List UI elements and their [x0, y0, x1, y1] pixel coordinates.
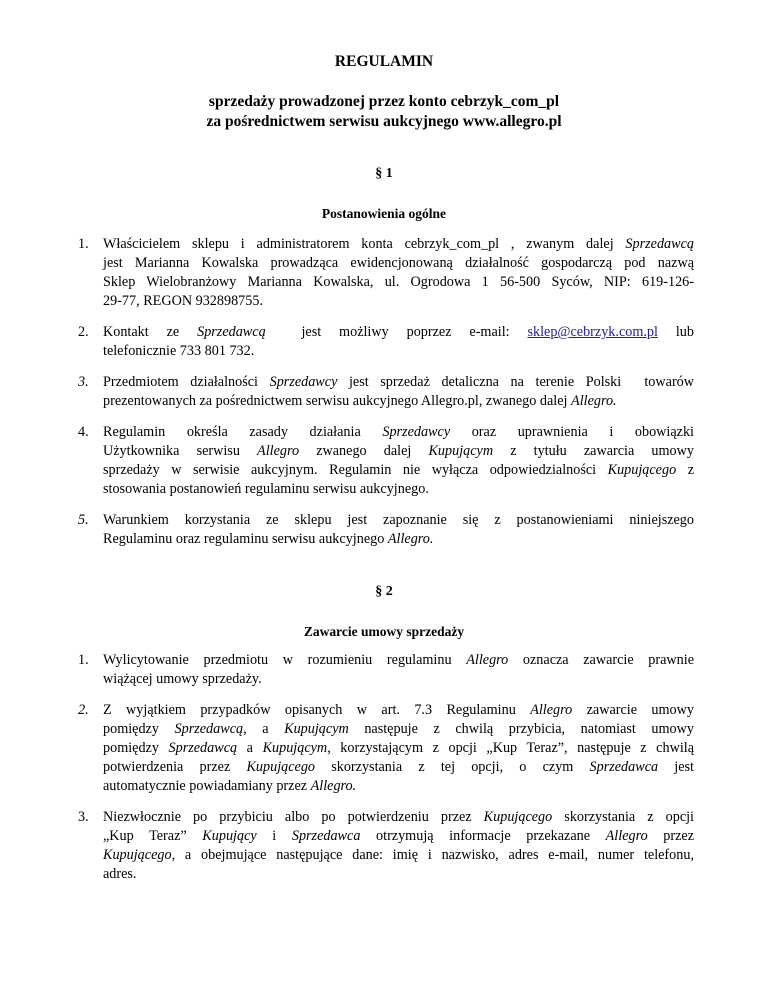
section-2-item-3 — [78, 808, 694, 884]
item-number: 2. — [78, 324, 89, 340]
section-1-mark: § 1 — [375, 166, 393, 181]
section-2-item-2 — [78, 701, 694, 796]
item-number: 2. — [78, 702, 89, 718]
section-1-item-1 — [78, 235, 694, 311]
section-1-item-4 — [78, 423, 694, 499]
section-1-item-2 — [78, 323, 694, 361]
item-number: 4. — [78, 424, 89, 440]
section-2-mark: § 2 — [375, 584, 393, 599]
item-number: 3. — [78, 809, 89, 825]
section-2-item-1 — [78, 651, 694, 689]
item-text: Niezwłocznie po przybiciu albo po potwierdzeniu przez Kupującego skorzystania z opcji „Kup Teraz” Kupujący i Sprzedawca otrzymują informacje przekazane Allegro przez Kupującego, a obejmujące następujące dane: imię i nazwisko, adres e-mail, numer telefonu, adres. — [103, 809, 694, 882]
email-link[interactable]: sklep@cebrzyk.com.pl — [527, 324, 658, 340]
section-1-item-3 — [78, 373, 694, 411]
item-text: Regulamin określa zasady działania Sprzedawcy oraz uprawnienia i obowiązki Użytkownika serwisu Allegro zwanego dalej Kupującym z tytułu zawarcia umowy sprzedaży w serwisie aukcyjnym. Regulamin nie wyłącza odpowiedzialności Kupującego z stosowania postanowień regulaminu serwisu aukcyjnego. — [103, 424, 695, 497]
document-subtitle-line-1: sprzedaży prowadzonej przez konto cebrzyk_com_pl — [208, 93, 560, 110]
item-text: Kontakt ze Sprzedawcą jest możliwy poprzez e-mail: sklep@cebrzyk.com.pl lub telefonicznie 733 801 732. — [103, 324, 694, 359]
item-text: Z wyjątkiem przypadków opisanych w art. 7.3 Regulaminu Allegro zawarcie umowy pomiędzy Sprzedawcą, a Kupującym następuje z chwilą przybicia, natomiast umowy pomiędzy Sprzedawcą a Kupującym, korzystającym z opcji „Kup Teraz”, następuje z chwilą potwierdzenia przez Kupującego skorzystania z tej opcji, o czym Sprzedawca jest automatycznie powiadamiany przez Allegro. — [103, 702, 694, 794]
item-number: 1. — [78, 236, 89, 252]
item-number: 1. — [78, 652, 89, 668]
section-1-heading: Postanowienia ogólne — [321, 206, 447, 221]
item-number: 5. — [78, 512, 89, 528]
item-text: Warunkiem korzystania ze sklepu jest zapoznanie się z postanowieniami niniejszego Regulaminu oraz regulaminu serwisu aukcyjnego Allegro. — [103, 512, 694, 547]
section-2-heading: Zawarcie umowy sprzedaży — [303, 624, 465, 639]
section-1-item-5 — [78, 511, 694, 549]
document-subtitle-line-2: za pośrednictwem serwisu aukcyjnego www.allegro.pl — [206, 113, 562, 130]
item-text: Wylicytowanie przedmiotu w rozumieniu regulaminu Allegro oznacza zawarcie prawnie wiążącej umowy sprzedaży. — [103, 652, 695, 687]
item-text: Właścicielem sklepu i administratorem konta cebrzyk_com_pl , zwanym dalej Sprzedawcą jest Marianna Kowalska prowadząca ewidencjonowaną działalność gospodarczą pod nazwą Sklep Wielobranżowy Marianna Kowalska, ul. Ogrodowa 1 56-500 Syców, NIP: 619-126- 29-77, REGON 932898755. — [103, 236, 694, 309]
item-number: 3. — [78, 374, 89, 390]
item-text: Przedmiotem działalności Sprzedawcy jest sprzedaż detaliczna na terenie Polski towarów prezentowanych za pośrednictwem serwisu aukcyjnego Allegro.pl, zwanego dalej Allegro. — [103, 374, 695, 409]
document-title: REGULAMIN — [334, 53, 434, 70]
